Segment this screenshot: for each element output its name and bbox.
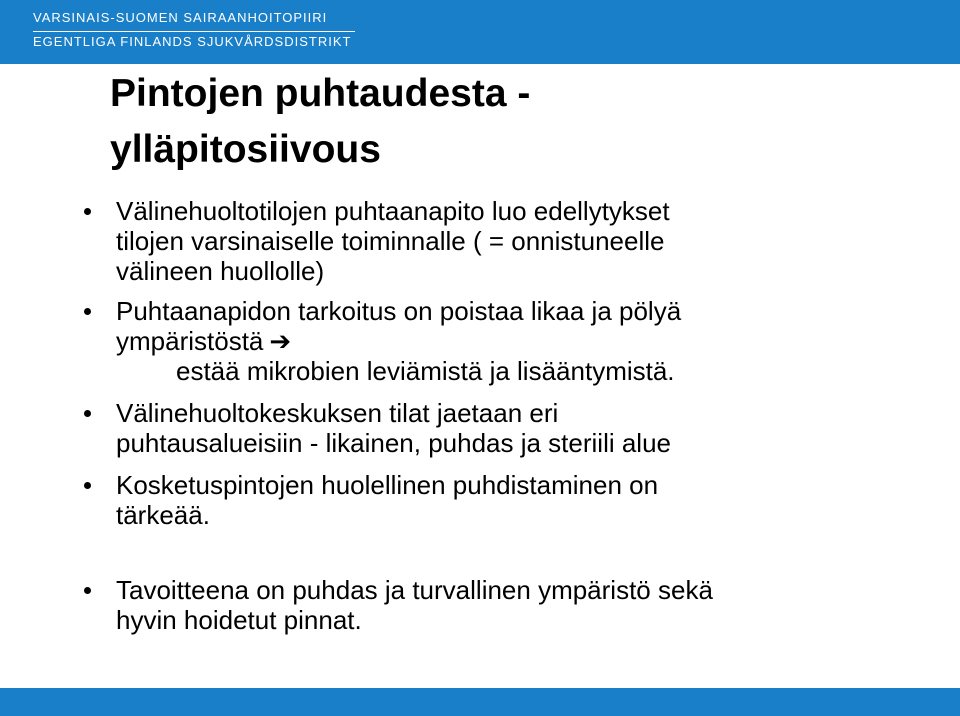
bullet-line: Välinehuoltotilojen puhtaanapito luo edellytykset: [116, 196, 670, 226]
arrow-right-icon: ➔: [269, 326, 292, 356]
bullet-line: Välinehuoltokeskuksen tilat jaetaan eri: [116, 398, 559, 428]
bullet-dot-icon: [84, 208, 91, 215]
footer-band: [0, 688, 960, 716]
list-item: [84, 296, 844, 386]
bullet-dot-icon: [84, 587, 91, 594]
slide-title-line-1: Pintojen puhtaudesta -: [110, 72, 531, 115]
bullet-dot-icon: [84, 482, 91, 489]
bullet-line: Kosketuspintojen huolellinen puhdistaminen on: [116, 470, 659, 500]
org-name-finnish: VARSINAIS-SUOMEN SAIRAANHOITOPIIRI: [33, 10, 328, 25]
bullet-line: ympäristöstä: [116, 326, 264, 356]
bullet-line: välineen huollolle): [116, 256, 325, 286]
list-item: [84, 470, 844, 530]
org-name-swedish: EGENTLIGA FINLANDS SJUKVÅRDSDISTRIKT: [33, 34, 352, 49]
list-item: [84, 398, 844, 458]
bullet-dot-icon: [84, 410, 91, 417]
bullet-text: [116, 470, 844, 530]
bullet-text: [116, 196, 844, 286]
bullet-line: tärkeää.: [116, 500, 210, 530]
bullet-line-with-arrow: [116, 326, 844, 356]
bullet-line: puhtausalueisiin - likainen, puhdas ja steriili alue: [116, 428, 672, 458]
list-item: [84, 196, 844, 286]
bullet-line: tilojen varsinaiselle toiminnalle ( = onnistuneelle: [116, 226, 665, 256]
bullet-line: Tavoitteena on puhdas ja turvallinen ympäristö sekä: [116, 575, 713, 605]
bullet-text: [116, 296, 844, 386]
bullet-sub-line: estää mikrobien leviämistä ja lisääntymistä.: [176, 356, 675, 386]
bullet-line: hyvin hoidetut pinnat.: [116, 605, 362, 635]
bullet-text: [116, 575, 844, 635]
slide-title-line-2: ylläpitosiivous: [110, 128, 381, 171]
bullet-text: [116, 398, 844, 458]
bullet-dot-icon: [84, 308, 91, 315]
list-item: [84, 575, 844, 635]
bullet-line: Puhtaanapidon tarkoitus on poistaa likaa ja pölyä: [116, 296, 682, 326]
